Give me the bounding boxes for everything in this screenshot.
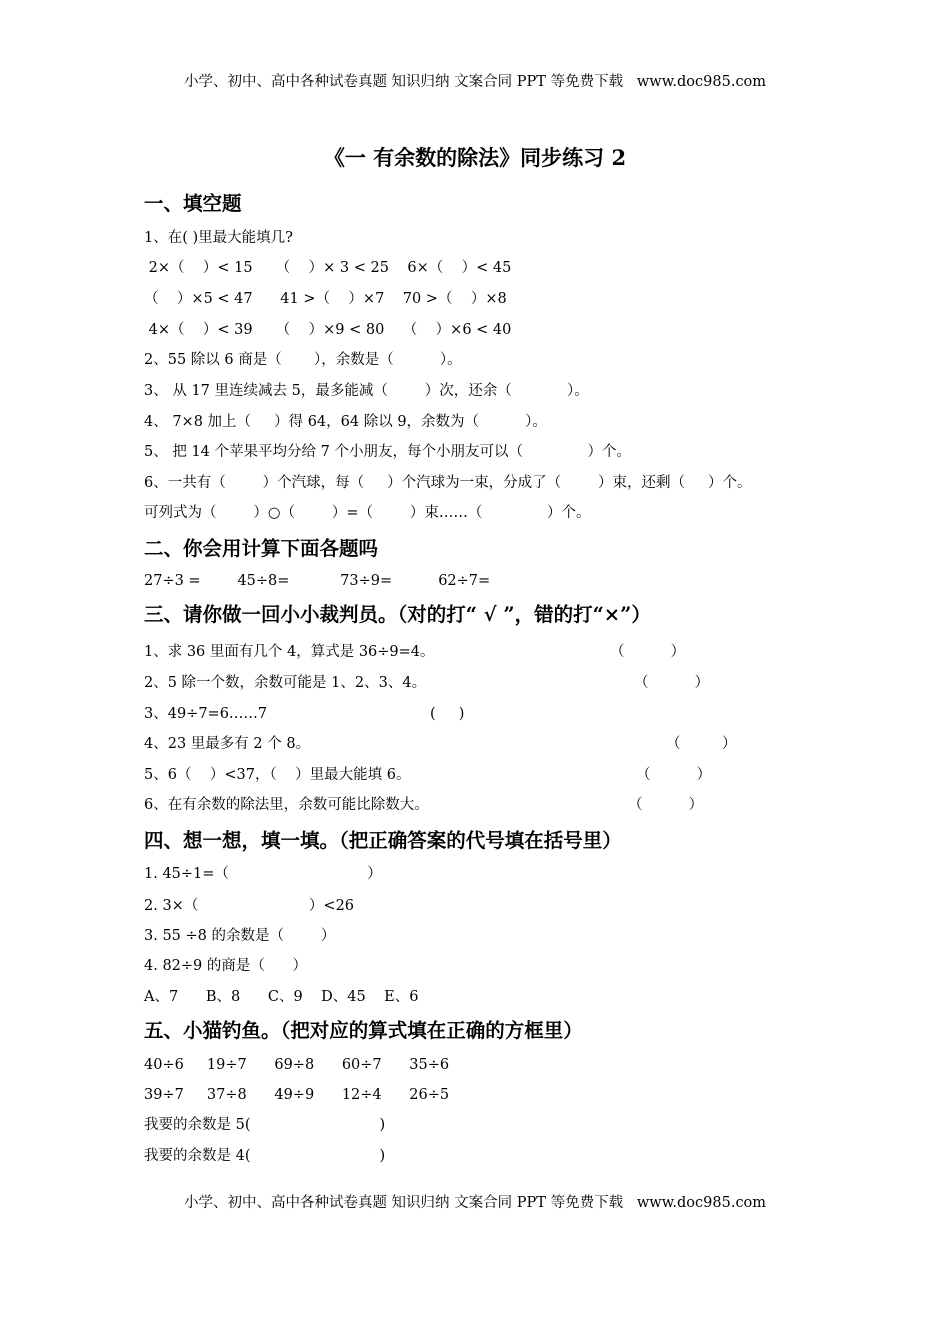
s3-item-5-blank: （ ） [636, 767, 712, 783]
s4-item-4: 4. 82÷9 的商是（ ） [144, 958, 308, 974]
s3-item-3-blank: ( ) [430, 706, 465, 722]
s1-question-1: 1、在( )里最大能填几? [144, 230, 293, 246]
section-2-heading: 二、你会用计算下面各题吗 [144, 537, 379, 560]
s3-item-3: 3、49÷7=6……7 [144, 706, 268, 722]
s3-item-2-blank: （ ） [634, 675, 710, 691]
s1-question-6-line-2: 可列式为（ ）○（ ）=（ ）束……（ ）个。 [144, 505, 591, 521]
s3-item-5: 5、6（ ）<37，（ ）里最大能填 6。 [144, 767, 411, 783]
s3-item-2: 2、5 除一个数，余数可能是 1、2、3、4。 [144, 675, 427, 691]
s1-question-6-line-1: 6、一共有（ ）个汽球，每（ ）个汽球为一束，分成了（ ）束，还剩（ ）个。 [144, 475, 752, 491]
s4-options: A、7 B、8 C、9 D、45 E、6 [144, 989, 419, 1005]
s4-item-1: 1. 45÷1=（ ） [144, 866, 382, 882]
s1-q1-row-3: 4×（ ）< 39 （ ）×9 < 80 （ ）×6 < 40 [144, 322, 512, 338]
s1-question-4: 4、 7×8 加上（ ）得 64，64 除以 9，余数为（ ）。 [144, 414, 547, 430]
s3-item-1-blank: （ ） [610, 644, 686, 660]
s5-expr-row-1: 40÷6 19÷7 69÷8 60÷7 35÷6 [144, 1057, 450, 1073]
s1-q1-row-1: 2×（ ）< 15 （ ）× 3 < 25 6×（ ）< 45 [144, 260, 512, 276]
s3-item-6: 6、在有余数的除法里，余数可能比除数大。 [144, 797, 429, 813]
s5-expr-row-2: 39÷7 37÷8 49÷9 12÷4 26÷5 [144, 1087, 450, 1103]
section-5-heading: 五、小猫钓鱼。（把对应的算式填在正确的方框里） [144, 1019, 583, 1042]
s3-item-1: 1、求 36 里面有几个 4，算式是 36÷9=4。 [144, 644, 435, 660]
s4-item-2: 2. 3×（ ）<26 [144, 898, 355, 914]
s1-question-3: 3、 从 17 里连续减去 5，最多能减（ ）次，还余（ ）。 [144, 383, 589, 399]
s3-item-4: 4、23 里最多有 2 个 8。 [144, 736, 311, 752]
s3-item-6-blank: （ ） [628, 797, 704, 813]
page-header: 小学、初中、高中各种试卷真题 知识归纳 文案合同 PPT 等免费下载 www.doc985.com [183, 74, 767, 90]
s1-question-5: 5、 把 14 个苹果平均分给 7 个小朋友，每个小朋友可以（ ）个。 [144, 444, 631, 460]
s2-calc-row: 27÷3 = 45÷8= 73÷9= 62÷7= [144, 573, 491, 589]
section-3-heading: 三、请你做一回小小裁判员。（对的打“ √ ”，错的打“×”） [144, 603, 651, 626]
section-1-heading: 一、填空题 [144, 192, 242, 215]
s5-remainder-4-box: 我要的余数是 4( ) [144, 1148, 386, 1164]
s4-item-3: 3. 55 ÷8 的余数是（ ） [144, 928, 336, 944]
page-title: 《一 有余数的除法》同步练习 2 [323, 145, 627, 170]
s1-question-2: 2、55 除以 6 商是（ ），余数是（ ）。 [144, 352, 462, 368]
page-footer: 小学、初中、高中各种试卷真题 知识归纳 文案合同 PPT 等免费下载 www.doc985.com [183, 1195, 767, 1211]
s1-q1-row-2: （ ）×5 < 47 41 >（ ）×7 70 >（ ）×8 [144, 291, 507, 307]
section-4-heading: 四、想一想，填一填。（把正确答案的代号填在括号里） [144, 829, 622, 852]
s3-item-4-blank: （ ） [666, 736, 737, 752]
s5-remainder-5-box: 我要的余数是 5( ) [144, 1117, 386, 1133]
